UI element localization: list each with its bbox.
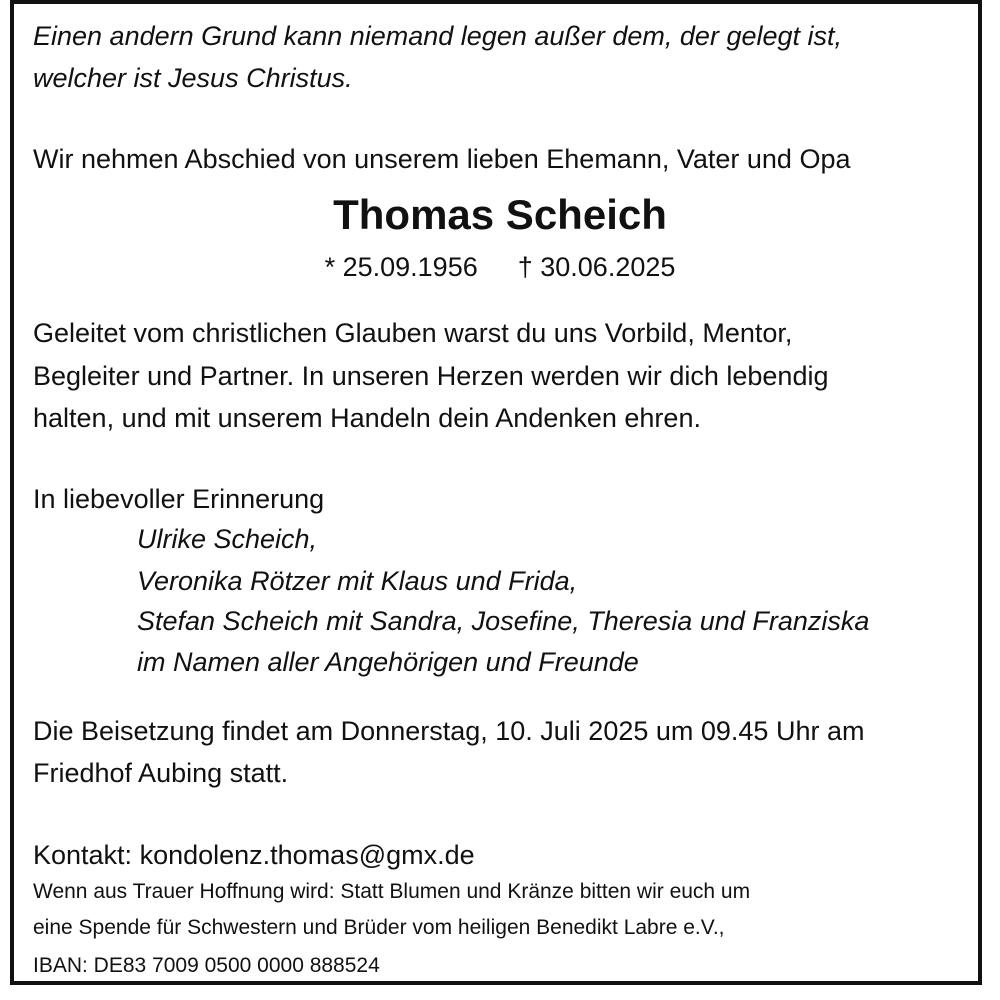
- life-dates: [0, 248, 1000, 286]
- mourners-heading: In liebevoller Erinnerung: [33, 484, 325, 514]
- contact-email[interactable]: Kontakt: kondolenz.thomas@gmx.de: [33, 840, 475, 870]
- donation-line-1: Wenn aus Trauer Hoffnung wird: Statt Blumen und Kränze bitten wir euch um: [33, 880, 751, 903]
- donation-iban: IBAN: DE83 7009 0500 0000 888524: [33, 954, 380, 977]
- bible-verse-line-1: Einen andern Grund kann niemand legen außer dem, der gelegt ist,: [33, 21, 843, 51]
- donation-line-2: eine Spende für Schwestern und Brüder vom heiligen Benedikt Labre e.V.,: [33, 916, 725, 939]
- death-date: † 30.06.2025: [517, 252, 676, 282]
- intro-text: Wir nehmen Abschied von unserem lieben Ehemann, Vater und Opa: [33, 144, 851, 174]
- birth-date: * 25.09.1956: [324, 252, 478, 282]
- tribute-line-2: Begleiter und Partner. In unseren Herzen werden wir dich lebendig: [33, 361, 829, 391]
- tribute-line-3: halten, und mit unserem Handeln dein Andenken ehren.: [33, 403, 701, 433]
- mourner-4: im Namen aller Angehörigen und Freunde: [137, 647, 639, 677]
- deceased-name: Thomas Scheich: [333, 191, 667, 238]
- mourner-1: Ulrike Scheich,: [137, 524, 318, 554]
- funeral-info-line-1: Die Beisetzung findet am Donnerstag, 10. Juli 2025 um 09.45 Uhr am: [33, 716, 865, 746]
- bible-verse-line-2: welcher ist Jesus Christus.: [33, 63, 353, 93]
- mourner-3: Stefan Scheich mit Sandra, Josefine, Theresia und Franziska: [137, 606, 870, 636]
- tribute-line-1: Geleitet vom christlichen Glauben warst du uns Vorbild, Mentor,: [33, 318, 793, 348]
- mourner-2: Veronika Rötzer mit Klaus und Frida,: [137, 566, 578, 596]
- funeral-info-line-2: Friedhof Aubing statt.: [33, 758, 289, 788]
